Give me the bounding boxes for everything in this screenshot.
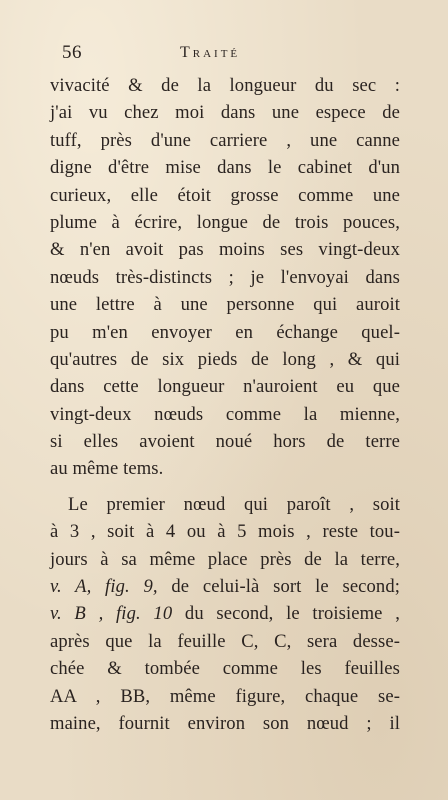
body-text	[50, 72, 400, 737]
text-line	[50, 600, 400, 627]
text-line: tuff, près d'une carriere , une canne	[50, 129, 400, 151]
text-line: une lettre à une personne qui auroit	[50, 294, 400, 316]
text-line: si elles avoient noué hors de terre	[50, 431, 400, 453]
text-line	[50, 573, 400, 600]
text-line: AA , BB, même figure, chaque se-	[50, 685, 400, 707]
text-line: & n'en avoit pas moins ses vingt-deux	[50, 239, 400, 261]
paragraph-gap	[50, 483, 400, 491]
text-line: à 3 , soit à 4 ou à 5 mois , reste tou-	[50, 521, 400, 543]
text-line: chée & tombée comme les feuilles	[50, 658, 400, 680]
text-line: qu'autres de six pieds de long , & qui	[50, 348, 400, 370]
text-line: plume à écrire, longue de trois pouces,	[50, 211, 400, 233]
text-line: pu m'en envoyer en échange quel-	[50, 321, 400, 343]
text-line: jours à sa même place près de la terre,	[50, 548, 400, 570]
page-header	[62, 42, 402, 70]
text-line: curieux, elle étoit grosse comme une	[50, 184, 400, 206]
running-head: Traité	[180, 44, 241, 61]
text-line: vivacité & de la longueur du sec :	[50, 75, 400, 96]
text-line: j'ai vu chez moi dans une espece de	[50, 102, 400, 124]
text-line: au même tems.	[50, 458, 164, 480]
text-line: Le premier nœud qui paroît , soit	[68, 493, 400, 515]
text-fragment: de celui-là sort le second;	[157, 576, 400, 598]
figure-reference: v. B , fig. 10	[50, 603, 173, 625]
figure-reference: v. A, fig. 9,	[50, 576, 158, 598]
text-line: vingt-deux nœuds comme la mienne,	[50, 403, 400, 425]
text-line: maine, fournit environ son nœud ; il	[50, 712, 400, 734]
text-fragment: du second, le troisieme ,	[172, 603, 400, 625]
page-number: 56	[62, 42, 82, 63]
text-line: dans cette longueur n'auroient eu que	[50, 376, 400, 398]
text-line: nœuds très-distincts ; je l'envoyai dans	[50, 266, 400, 288]
text-line: digne d'être mise dans le cabinet d'un	[50, 157, 400, 179]
text-line: après que la feuille C, C, sera desse-	[50, 630, 400, 652]
